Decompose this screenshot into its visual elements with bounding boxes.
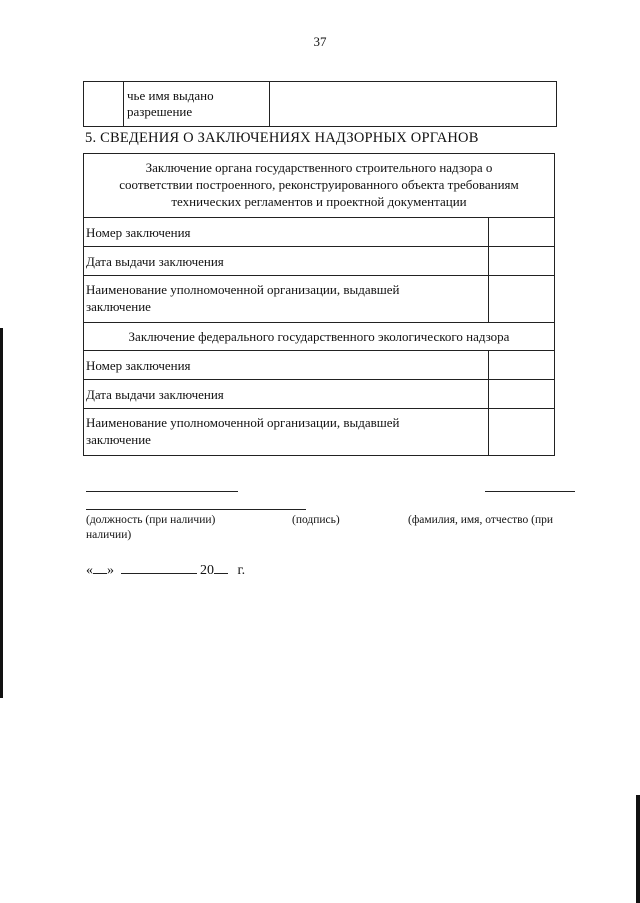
supervision-conclusions-table [83,153,555,456]
year-suffix: г. [237,563,246,578]
block2-org-label [86,414,482,448]
block1-org-value-cell [488,276,554,322]
block1-number-value-cell [488,218,554,246]
date-close-quote: » [107,563,114,578]
signature-line-upper-left [86,491,238,492]
year-blank [214,573,228,574]
block1-date-value-cell [488,247,554,275]
block1-number-label: Номер заключения [86,225,191,240]
block1-date-row [84,246,554,275]
top-table-label-cell [124,82,270,126]
date-line [86,563,245,579]
top-table-empty-cell [84,82,124,126]
signature-line-position [86,509,306,510]
block2-org-label-line2: заключение [86,432,151,447]
block1-header-line3: технических регламентов и проектной документации [171,194,467,209]
month-blank [121,573,197,574]
signature-line-upper-right [485,491,575,492]
block1-org-label [86,281,482,315]
position-label-line1: (должность (при наличии) [86,514,216,526]
block1-number-row [84,217,554,246]
top-table-label-line1: чье имя выдано [127,88,214,103]
block2-org-row [84,408,554,455]
scan-edge-left [0,328,3,698]
block2-org-value-cell [488,409,554,455]
block1-org-row [84,275,554,322]
section-title: 5. СВЕДЕНИЯ О ЗАКЛЮЧЕНИЯХ НАДЗОРНЫХ ОРГАНОВ [85,130,479,146]
position-label-line2: наличии) [86,529,132,541]
scan-edge-right [636,795,640,903]
page-number: 37 [313,34,327,49]
block2-number-row [84,350,554,379]
block2-date-label: Дата выдачи заключения [86,387,224,402]
block2-date-row [84,379,554,408]
sign-label: (подпись) [292,514,340,526]
block1-org-label-line2: заключение [86,299,151,314]
block1-header [84,154,554,217]
date-open-quote: « [86,563,93,578]
top-table-label-line2: разрешение [127,104,193,119]
year-prefix: 20 [200,563,214,578]
block1-header-line1: Заключение органа государственного строительного надзора о [145,160,493,175]
day-blank [93,573,107,574]
block2-header-text: Заключение федерального государственного экологического надзора [128,329,510,344]
block1-header-line2: соответствии построенного, реконструированного объекта требованиям [119,177,519,192]
block2-header [84,322,554,350]
top-table-fragment [83,81,557,127]
block1-org-label-line1: Наименование уполномоченной организации, выдавшей [86,282,400,297]
name-label: (фамилия, имя, отчество (при [408,514,554,526]
block2-number-value-cell [488,351,554,379]
block2-org-label-line1: Наименование уполномоченной организации, выдавшей [86,415,400,430]
block1-date-label: Дата выдачи заключения [86,254,224,269]
block2-date-value-cell [488,380,554,408]
block2-number-label: Номер заключения [86,358,191,373]
